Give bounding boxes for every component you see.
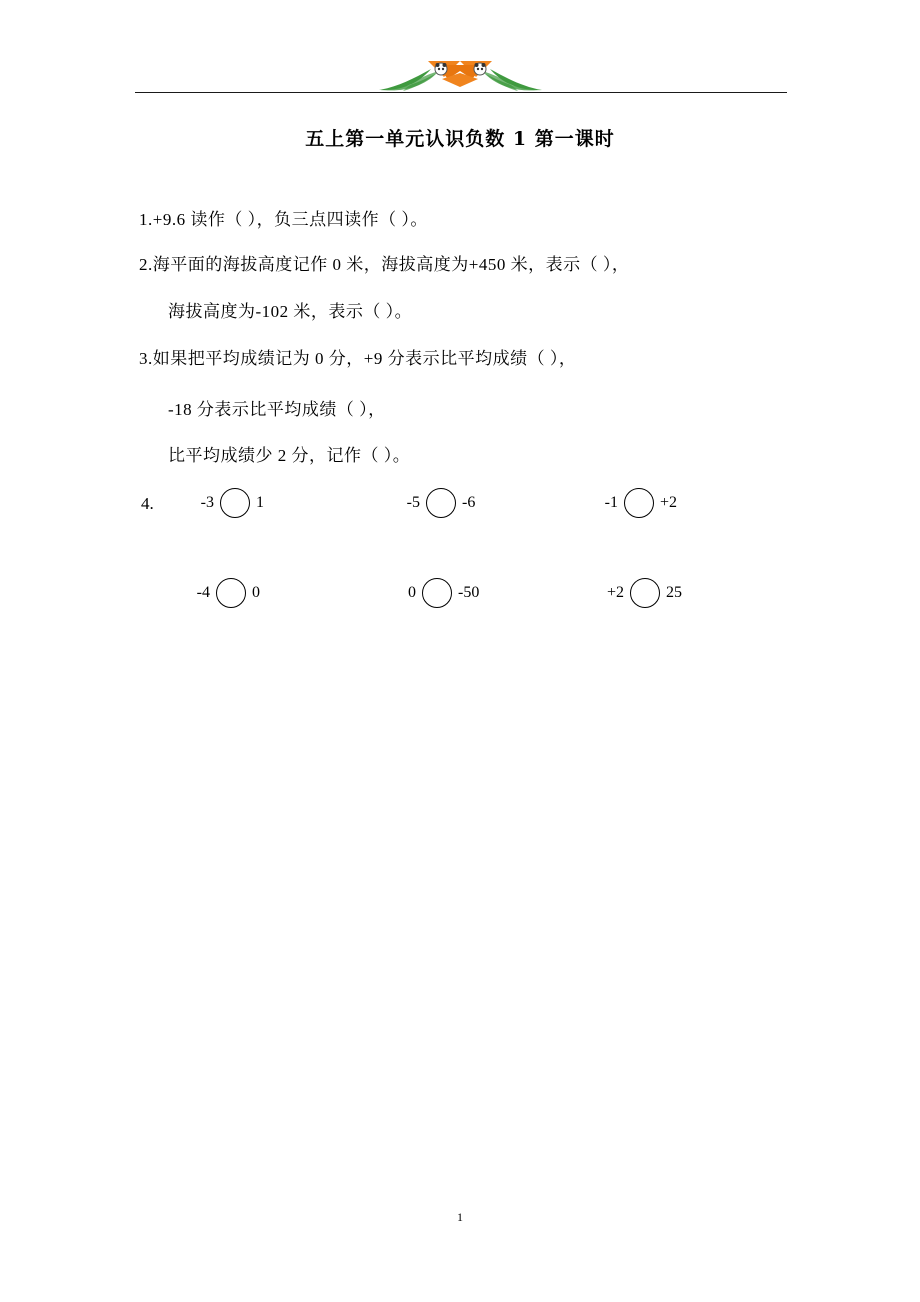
comparison-pair	[382, 488, 475, 518]
comparison-circle[interactable]	[624, 488, 654, 518]
comparison-pair	[176, 488, 264, 518]
comparison-circle[interactable]	[216, 578, 246, 608]
comparison-right-value: -6	[462, 494, 476, 511]
comparison-right-value: 1	[256, 494, 264, 511]
comparison-left-value: -3	[200, 494, 214, 511]
comparison-left-value: -5	[406, 494, 420, 511]
comparison-right-value: +2	[660, 494, 678, 511]
question-1-line-1: 1.+9.6 读作（ ），负三点四读作（ ）。	[139, 210, 428, 229]
question-2-line-1: 2.海平面的海拔高度记作 0 米，海拔高度为+450 米，表示（ ），	[139, 255, 630, 274]
question-4-row-1	[0, 488, 920, 528]
question-2-line-2: 海拔高度为-102 米，表示（ ）。	[168, 302, 413, 321]
question-3-line-2: -18 分表示比平均成绩（ ），	[168, 400, 386, 419]
book-leaves-emblem-icon	[373, 57, 548, 93]
comparison-left-value: 0	[408, 584, 416, 601]
comparison-circle[interactable]	[630, 578, 660, 608]
page-title: 五上第一单元认识负数 1 第一课时	[305, 128, 615, 150]
comparison-pair	[378, 578, 479, 608]
comparison-pair	[172, 578, 260, 608]
comparison-pair	[580, 488, 677, 518]
question-3-line-3: 比平均成绩少 2 分，记作（ ）。	[168, 446, 411, 465]
header-rule	[135, 92, 787, 93]
question-4-row-2	[0, 578, 920, 618]
question-3-line-1: 3.如果把平均成绩记为 0 分，+9 分表示比平均成绩（ ），	[139, 349, 577, 368]
comparison-right-value: -50	[458, 584, 480, 601]
comparison-left-value: -4	[196, 584, 210, 601]
comparison-circle[interactable]	[426, 488, 456, 518]
comparison-circle[interactable]	[422, 578, 452, 608]
comparison-left-value: -1	[604, 494, 618, 511]
comparison-pair	[586, 578, 682, 608]
comparison-circle[interactable]	[220, 488, 250, 518]
comparison-right-value: 0	[252, 584, 260, 601]
page-number: 1	[457, 1210, 463, 1224]
comparison-right-value: 25	[666, 584, 682, 601]
comparison-left-value: +2	[606, 584, 624, 601]
question-4-label: 4.	[141, 494, 154, 513]
